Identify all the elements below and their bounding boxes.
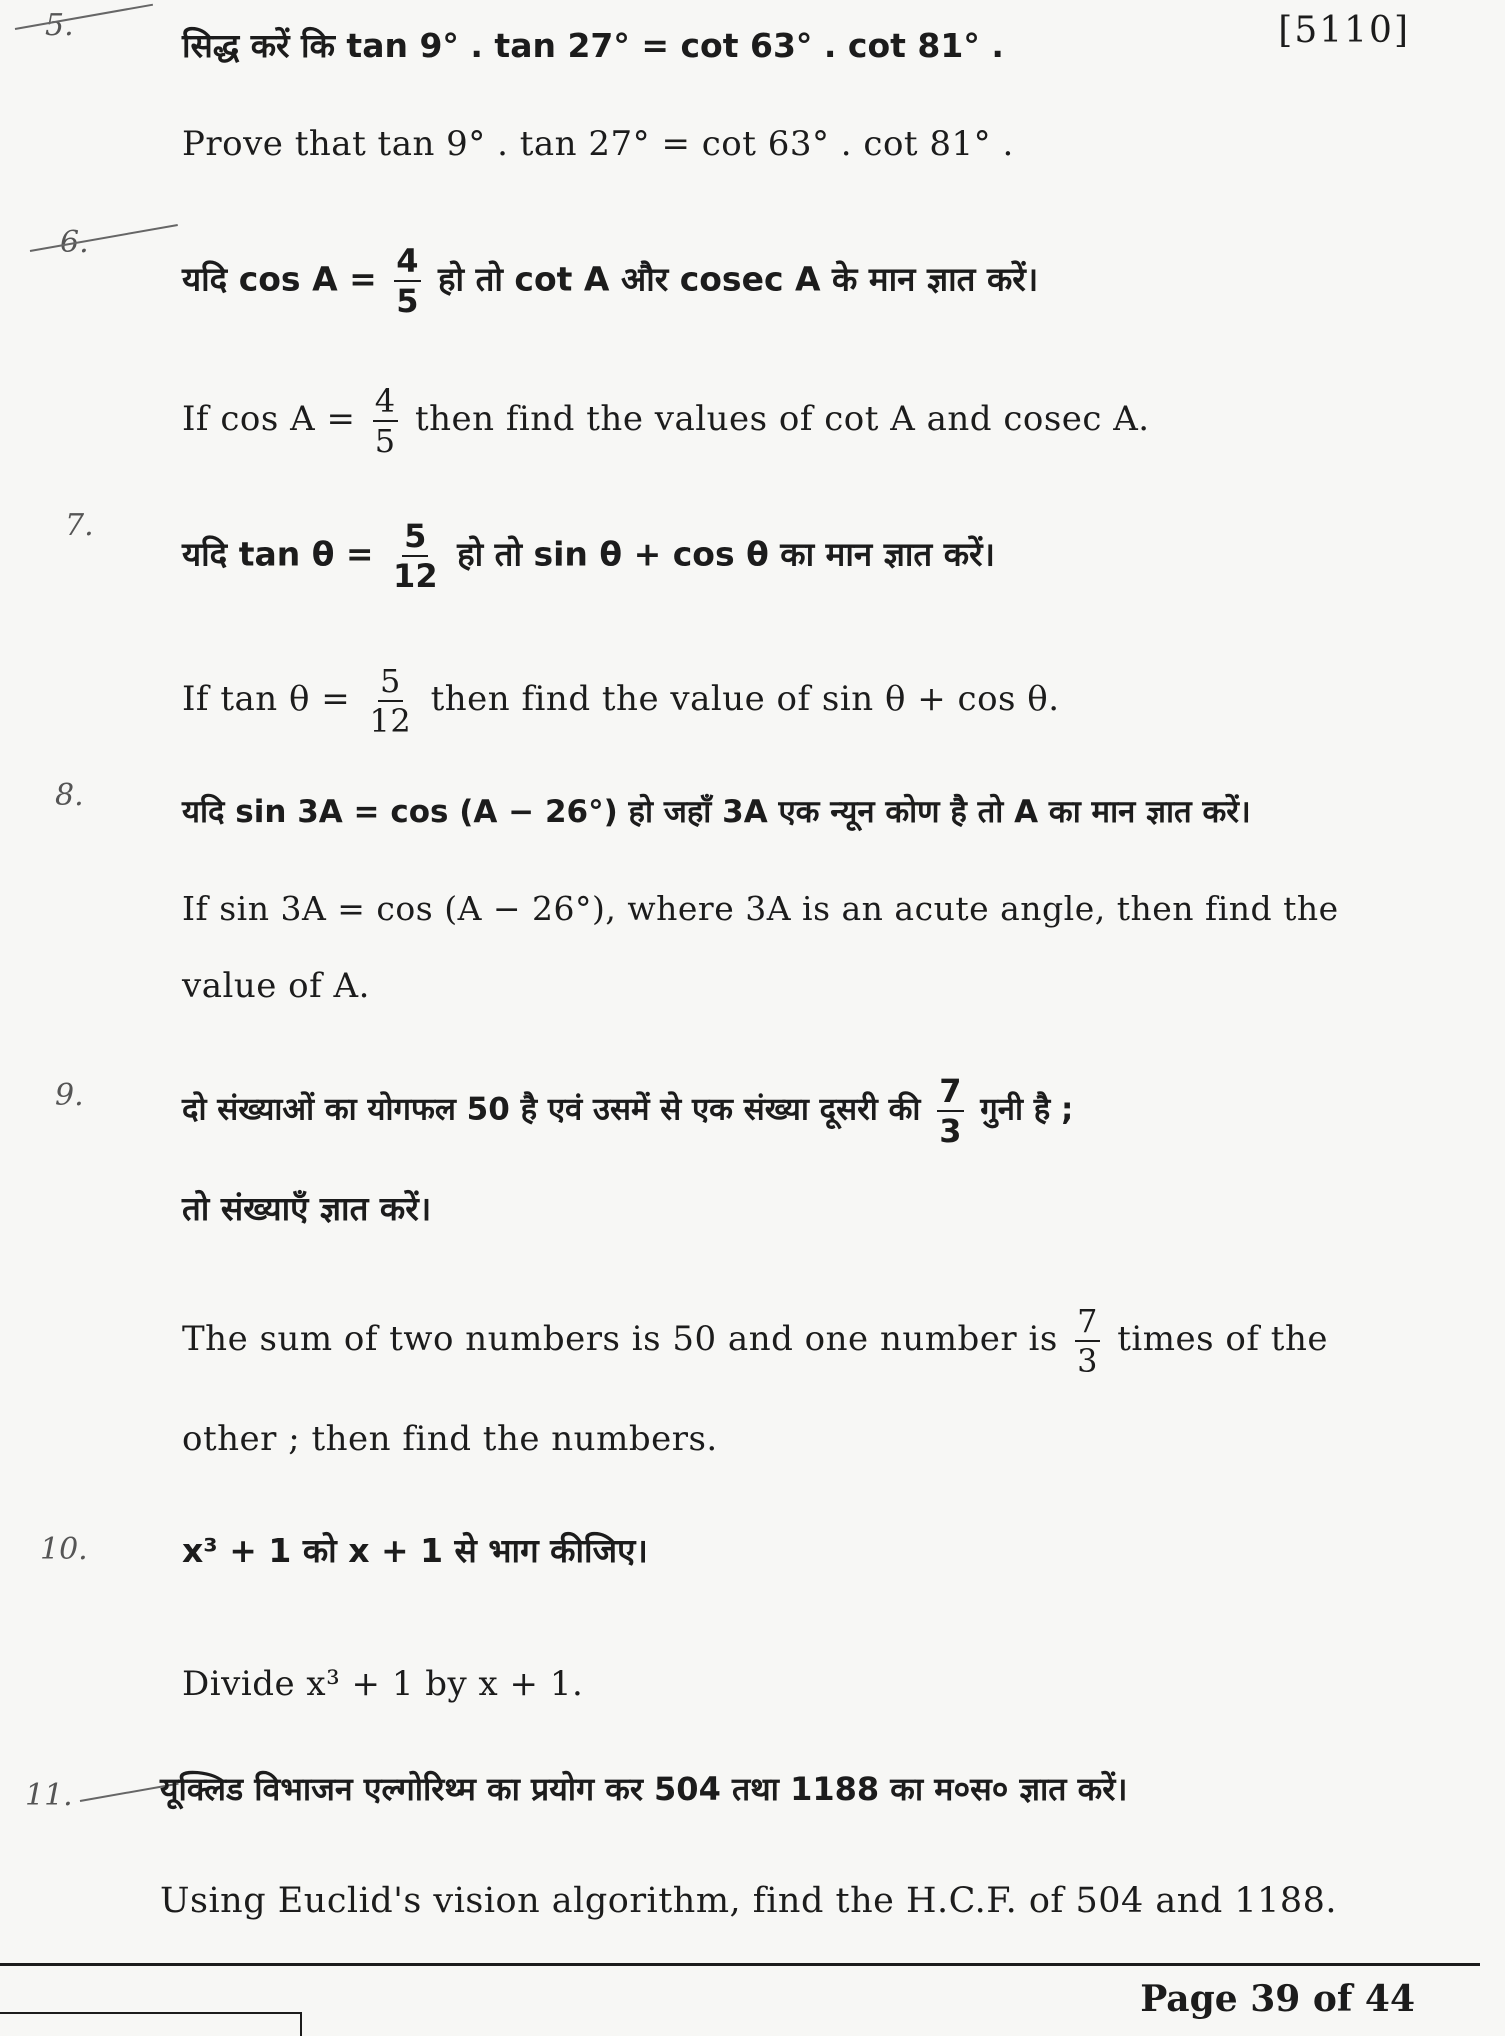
question-8-english-line1: If sin 3A = cos (A − 26°), where 3A is an acute angle, then find the — [182, 889, 1339, 928]
question-number: 11. — [25, 1778, 73, 1813]
question-9-hindi-line2: तो संख्याएँ ज्ञात करें। — [182, 1189, 432, 1228]
fraction: $\frac{7}{3}$ — [1077, 1302, 1098, 1380]
footer-rule — [0, 1963, 1480, 1966]
question-10-hindi: x³ + 1 को x + 1 से भाग कीजिए। — [182, 1531, 648, 1570]
question-6-hindi: यदि cos A = $\frac{4}{5}$ हो तो cot A और cosec A के मान ज्ञात करें। — [182, 242, 1039, 320]
fraction: $\frac{7}{3}$ — [939, 1072, 962, 1150]
question-8-english-line2: value of A. — [182, 966, 370, 1006]
question-number: 8. — [55, 778, 84, 813]
question-9-english-line2: other ; then find the numbers. — [182, 1419, 718, 1459]
question-number: 6. — [60, 225, 89, 260]
question-6-english: If cos A = $\frac{4}{5}$ then find the values of cot A and cosec A. — [182, 382, 1150, 460]
question-9-english: The sum of two numbers is 50 and one number is $\frac{7}{3}$ times of the — [182, 1302, 1328, 1380]
paper-code: [5110] — [1278, 10, 1410, 51]
pen-tick-mark — [15, 4, 153, 30]
question-number: 5. — [45, 8, 74, 43]
page-number: Page 39 of 44 — [1140, 1978, 1415, 2020]
question-5-hindi: सिद्ध करें कि tan 9° . tan 27° = cot 63° . cot 81° . — [182, 26, 1004, 65]
question-5-english: Prove that tan 9° . tan 27° = cot 63° . cot 81° . — [182, 124, 1014, 164]
question-11-english: Using Euclid's vision algorithm, find the H.C.F. of 504 and 1188. — [160, 1881, 1338, 1921]
fraction: $\frac{4}{5}$ — [396, 242, 419, 320]
question-7-english: If tan θ = $\frac{5}{12}$ then find the value of sin θ + cos θ. — [182, 662, 1060, 740]
fraction: $\frac{5}{12}$ — [393, 517, 438, 595]
question-7-hindi: यदि tan θ = $\frac{5}{12}$ हो तो sin θ + cos θ का मान ज्ञात करें। — [182, 517, 996, 595]
question-9-hindi: दो संख्याओं का योगफल 50 है एवं उसमें से एक संख्या दूसरी की $\frac{7}{3}$ गुनी है ; — [182, 1072, 1074, 1150]
question-number: 9. — [55, 1078, 84, 1113]
fraction: $\frac{5}{12}$ — [369, 662, 412, 740]
footer-box — [0, 2012, 302, 2036]
fraction: $\frac{4}{5}$ — [374, 382, 396, 460]
question-10-english: Divide x³ + 1 by x + 1. — [182, 1664, 584, 1704]
question-8-hindi: यदि sin 3A = cos (A − 26°) हो जहाँ 3A एक न्यून कोण है तो A का मान ज्ञात करें। — [182, 794, 1251, 830]
pen-tick-mark — [30, 224, 178, 252]
question-number: 7. — [65, 508, 94, 543]
question-number: 10. — [40, 1532, 88, 1567]
question-11-hindi: यूक्लिड विभाजन एल्गोरिथ्म का प्रयोग कर 504 तथा 1188 का म०स० ज्ञात करें। — [160, 1770, 1128, 1808]
